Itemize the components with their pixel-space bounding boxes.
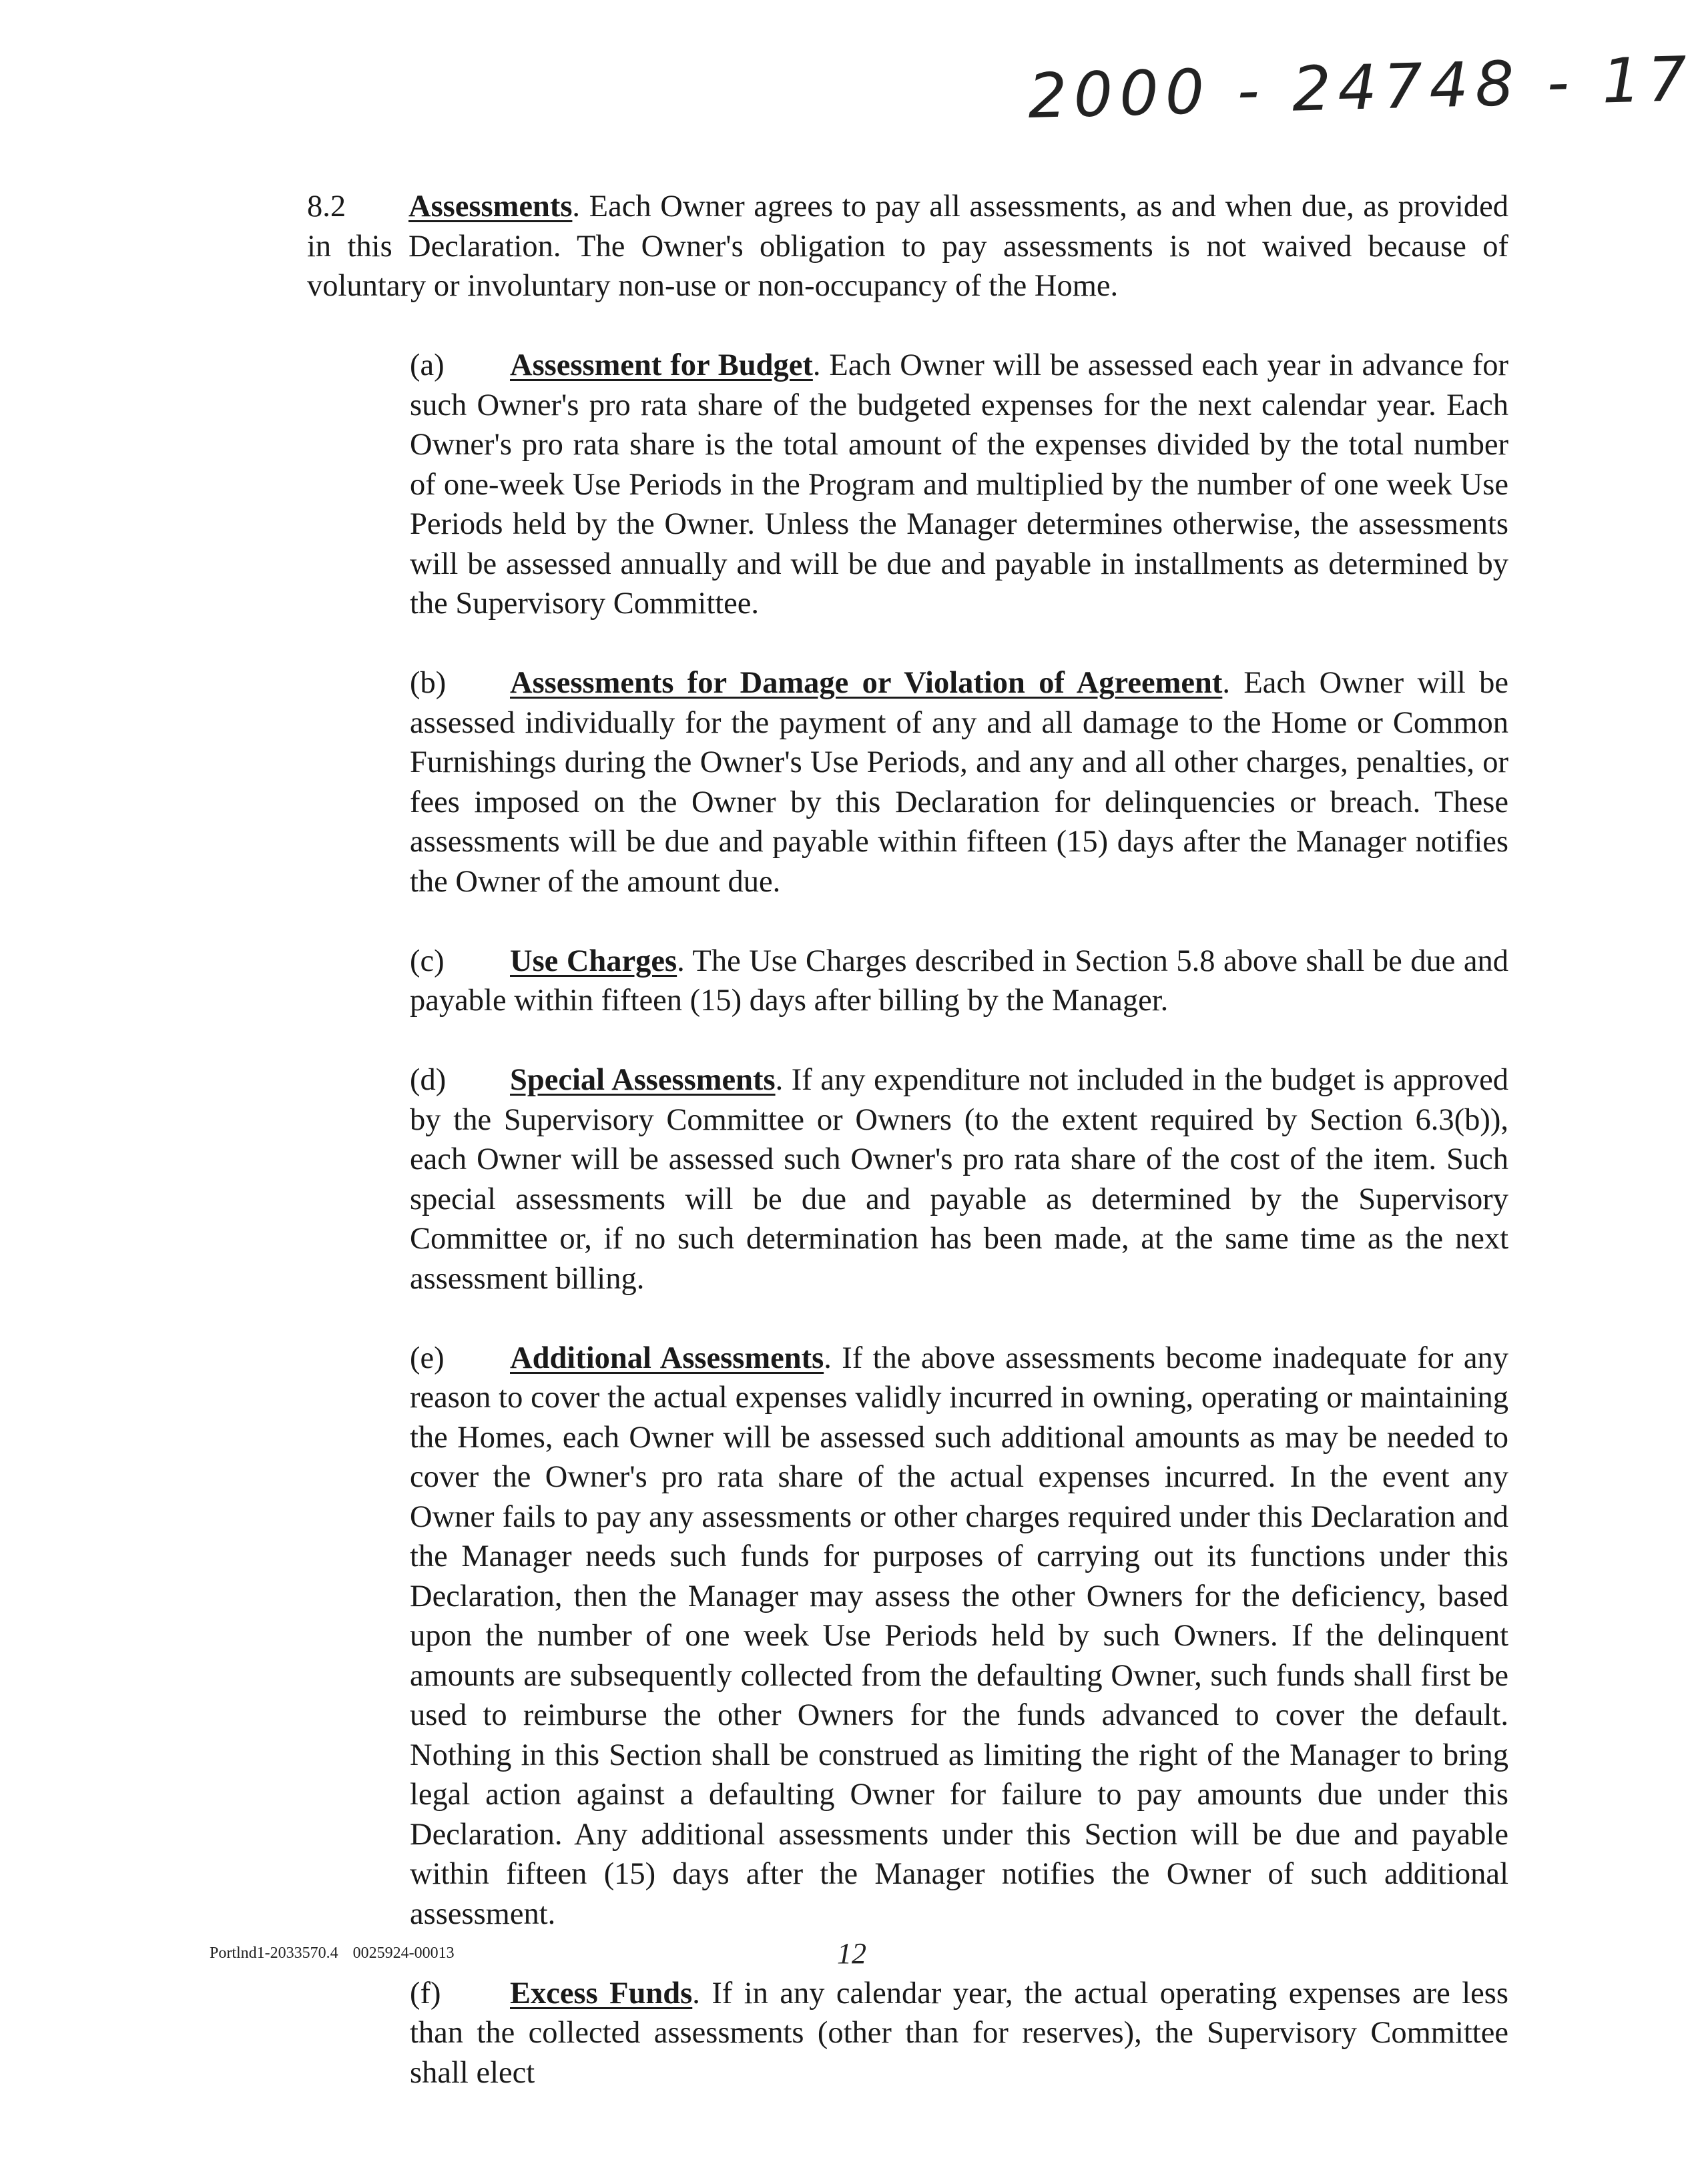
subsection-e xyxy=(210,1339,1508,1934)
page-number: 12 xyxy=(837,1937,866,1970)
subsection-text: . Each Owner will be assessed individually for the payment of any and all damage to the Home or Common Furnishings during the Owner's Use Periods, and any and all other charges, penalties, or fees imposed on the Owner by this Declaration for delinquencies or breach. These assessments will be due and payable within fifteen (15) days after the Manager notifies the Owner of the amount due. xyxy=(410,666,1508,899)
handwritten-document-number: 2000 - 24748 - 17 xyxy=(1027,43,1695,132)
subsection-label: (d) xyxy=(410,1063,447,1097)
section-number: 8.2 xyxy=(307,190,346,224)
subsection-heading: Assessment for Budget xyxy=(510,348,813,382)
subsection-heading: Assessments for Damage or Violation of Agreement xyxy=(510,666,1223,700)
footer-doc-id: Portlnd1-2033570.4 xyxy=(210,1944,338,1962)
subsection-text: . If the above assessments become inadequate for any reason to cover the actual expenses validly incurred in owning, operating or maintaining the Homes, each Owner will be assessed such additional amounts as may be needed to cover the Owner's pro rata share of the actual expenses incurred. In the event any Owner fails to pay any assessments or other charges required under this Declaration and the Manager needs such funds for purposes of carrying out its functions under this Declaration, then the Manager may assess the other Owners for the deficiency, based upon the number of one week Use Periods held by such Owners. If the delinquent amounts are subsequently collected from the defaulting Owner, such funds shall first be used to reimburse the other Owners for the funds advanced to cover the default. Nothing in this Section shall be construed as limiting the right of the Manager to bring legal action against a defaulting Owner for failure to pay amounts due under this Declaration. Any additional assessments under this Section will be due and payable within fifteen (15) days after the Manager notifies the Owner of such additional assessment. xyxy=(410,1341,1508,1931)
subsection-label: (b) xyxy=(410,666,447,700)
subsection-label: (f) xyxy=(410,1976,441,2011)
subsection-label: (c) xyxy=(410,944,445,978)
subsection-f xyxy=(210,1974,1508,2093)
subsection-heading: Additional Assessments xyxy=(510,1341,824,1375)
subsection-label: (e) xyxy=(410,1341,445,1375)
subsection-label: (a) xyxy=(410,348,445,382)
subsection-text: . The Use Charges described in Section 5.8 above shall be due and payable within fifteen (15) days after billing by the Manager. xyxy=(410,944,1508,1018)
footer-document-id xyxy=(210,1944,455,1962)
subsection-b xyxy=(210,663,1508,901)
section-text: . Each Owner agrees to pay all assessments, as and when due, as provided in this Declaration. The Owner's obligation to pay assessments is not waived because of voluntary or involuntary non-use or non-occupancy of the Home. xyxy=(307,190,1508,303)
subsection-heading: Use Charges xyxy=(510,944,677,978)
subsection-a xyxy=(210,346,1508,624)
footer-client-code: 0025924-00013 xyxy=(352,1944,455,1962)
subsection-d xyxy=(210,1060,1508,1299)
subsection-text: . If any expenditure not included in the budget is approved by the Supervisory Committee or Owners (to the extent required by Section 6.3(b)), each Owner will be assessed such Owner's pro rata share of the cost of the item. Such special assessments will be due and payable as determined by the Supervisory Committee or, if no such determination has been made, at the same time as the next assessment billing. xyxy=(410,1063,1508,1296)
subsection-heading: Special Assessments xyxy=(510,1063,776,1097)
subsection-c xyxy=(210,942,1508,1021)
subsection-heading: Excess Funds xyxy=(510,1976,693,2011)
document-body xyxy=(210,187,1508,2133)
section-8-2 xyxy=(210,187,1508,306)
subsection-text: . Each Owner will be assessed each year in advance for such Owner's pro rata share of the budgeted expenses for the next calendar year. Each Owner's pro rata share is the total amount of the expenses divided by the total number of one-week Use Periods in the Program and multiplied by the number of one week Use Periods held by the Owner. Unless the Manager determines otherwise, the assessments will be assessed annually and will be due and payable in installments as determined by the Supervisory Committee. xyxy=(410,348,1509,621)
section-heading: Assessments xyxy=(408,190,573,224)
subsection-text: . If in any calendar year, the actual operating expenses are less than the collected assessments (other than for reserves), the Supervisory Committee shall elect xyxy=(410,1976,1508,2090)
